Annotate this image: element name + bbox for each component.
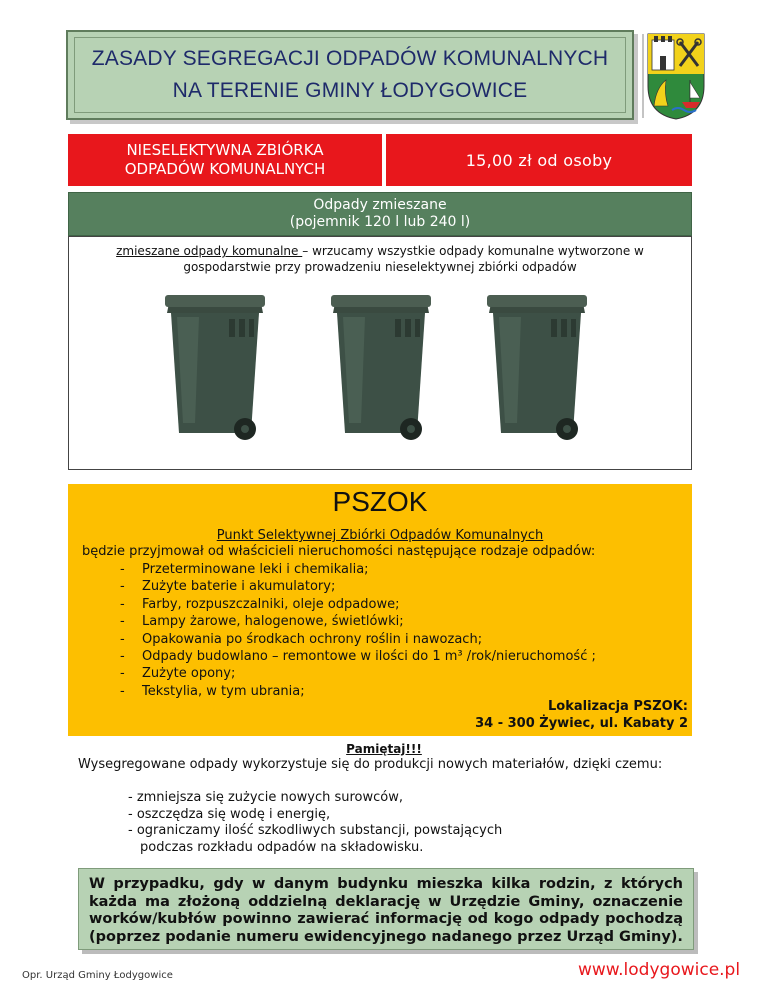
list-item: - Opakowania po środkach ochrony roślin i nawozach; <box>120 631 596 648</box>
list-item: - ograniczamy ilość szkodliwych substancji, powstających podczas rozkładu odpadów na składowisku. <box>128 823 503 855</box>
pszok-intro: będzie przyjmował od właścicieli nieruchomości następujące rodzaje odpadów: <box>82 544 596 559</box>
mixed-waste-heading <box>68 192 692 236</box>
list-item: - Tekstylia, w tym ubrania; <box>120 683 596 700</box>
list-item: - Zużyte baterie i akumulatory; <box>120 578 596 595</box>
mixed-waste-heading-line-1: Odpady zmieszane <box>313 197 447 213</box>
remember-heading: Pamiętaj!!! <box>346 742 422 756</box>
title-frame <box>74 37 626 113</box>
list-item: - Zużyte opony; <box>120 665 596 682</box>
mixed-waste-term: zmieszane odpady komunalne <box>116 244 303 258</box>
mixed-waste-description-line-2: gospodarstwie przy prowadzeniu nieselektywnej zbiórki odpadów <box>183 260 577 274</box>
list-item: - Odpady budowlano – remontowe w ilości do 1 m³ /rok/nieruchomość ; <box>120 648 596 665</box>
fee-label-line-1: NIESELEKTYWNA ZBIÓRKA <box>126 141 324 159</box>
remember-text: Wysegregowane odpady wykorzystuje się do produkcji nowych materiałów, dzięki czemu: <box>78 757 663 772</box>
fee-amount: 15,00 zł od osoby <box>386 134 692 186</box>
list-item: - Lampy żarowe, halogenowe, świetlówki; <box>120 613 596 630</box>
pszok-subtitle: Punkt Selektywnej Zbiórki Odpadów Komunalnych <box>216 528 544 543</box>
waste-bin-icon <box>481 293 593 443</box>
list-item: - oszczędza się wodę i energię, <box>128 806 331 822</box>
pszok-list <box>120 561 596 700</box>
fee-label <box>68 134 384 186</box>
pszok-location <box>475 698 688 732</box>
pszok-section <box>68 484 692 736</box>
page-title-line-1: ZASADY SEGREGACJI ODPADÓW KOMUNALNYCH <box>91 47 609 70</box>
pszok-location-label: Lokalizacja PSZOK: <box>548 699 688 714</box>
list-item: - Przeterminowane leki i chemikalia; <box>120 561 596 578</box>
list-item: - Farby, rozpuszczalniki, oleje odpadowe; <box>120 596 596 613</box>
pszok-location-address: 34 - 300 Żywiec, ul. Kabaty 2 <box>475 716 688 731</box>
list-item: - zmniejsza się zużycie nowych surowców, <box>128 790 404 805</box>
mixed-waste-heading-line-2: (pojemnik 120 l lub 240 l) <box>289 214 471 230</box>
mixed-waste-box <box>68 236 692 470</box>
waste-bin-icon <box>159 293 271 443</box>
pszok-title: PSZOK <box>332 486 428 517</box>
coat-of-arms-icon <box>642 30 706 120</box>
labeling-note-box <box>78 868 694 950</box>
remember-list <box>128 790 520 856</box>
title-box <box>66 30 634 120</box>
footer-website-link[interactable]: www.lodygowice.pl <box>578 960 741 980</box>
labeling-note-text: W przypadku, gdy w danym budynku mieszka kilka rodzin, z których każda ma złożoną oddzielną deklarację w Urzędzie Gminy, oznaczenie worków/kubłów powinno zawierać informację od kogo odpady pochodzą (poprzez podanie numeru ewidencyjnego nadanego przez Urząd Gminy). <box>89 876 683 945</box>
fee-label-line-2: ODPADÓW KOMUNALNYCH <box>124 160 326 178</box>
footer-author: Opr. Urząd Gminy Łodygowice <box>22 970 173 981</box>
mixed-waste-description <box>75 243 685 275</box>
page-title-line-2: NA TERENIE GMINY ŁODYGOWICE <box>172 79 528 102</box>
mixed-waste-description-line-1: – wrzucamy wszystkie odpady komunalne wytworzone w <box>302 244 644 258</box>
waste-bin-icon <box>325 293 437 443</box>
